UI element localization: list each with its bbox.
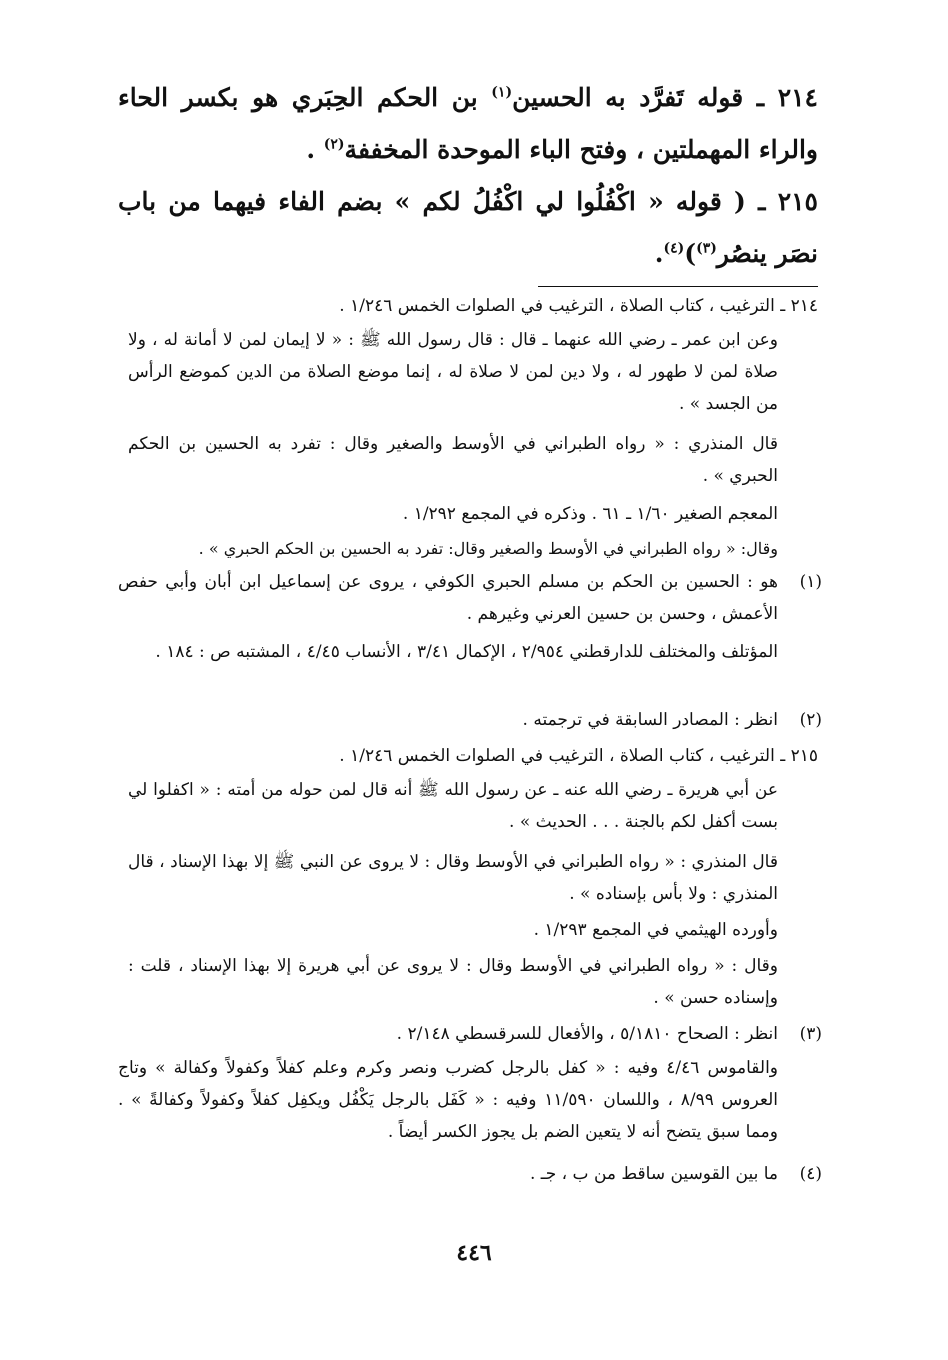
footnote-214-qala: وقال: « رواه الطبراني في الأوسط والصغير وقال: تفرد به الحسين بن الحكم الحبري » . (198, 539, 778, 558)
main-paragraph-214 (118, 72, 818, 176)
note-4-text: ما بين القوسين ساقط من ب ، جـ . (529, 1164, 778, 1184)
note-1-sources: المؤتلف والمختلف للدارقطني ٢/٩٥٤ ، الإكمال ٣/٤١ ، الأنساب ٤/٤٥ ، المشتبه ص : ١٨٤ . (155, 642, 778, 662)
footnote-214-mujam: المعجم الصغير ١/٦٠ ـ ٦١ . وذكره في المجمع ١/٢٩٢ . (402, 504, 778, 524)
note-label-1: (١) (799, 572, 822, 592)
note-label-4: (٤) (799, 1164, 822, 1184)
footnote-215-qala: وقال : « رواه الطبراني في الأوسط وقال : لا يروى عن أبي هريرة إلا بهذا الإسناد ، قلت : وإسناده حسن » . (128, 956, 778, 1008)
main-text: ) (684, 239, 697, 268)
main-paragraph-215 (118, 176, 818, 280)
footnote-215-hadith: عن أبي هريرة ـ رضي الله عنه ـ عن رسول الله ﷺ أنه قال لمن حوله من أمته : « اكفلوا لي بست أكفل لكم بالجنة . . . الحديث » . (128, 780, 778, 832)
footnote-divider (538, 286, 818, 287)
footnote-ref-2[interactable]: (٢) (323, 136, 345, 153)
footnote-214-source: ٢١٤ ـ الترغيب ، كتاب الصلاة ، الترغيب في الصلوات الخمس ١/٢٤٦ . (339, 296, 818, 316)
main-text: ٢١٤ ـ قوله تَفرَّد به الحسين (512, 83, 818, 112)
footnote-215-haythami: وأورده الهيثمي في المجمع ١/٢٩٣ . (533, 920, 778, 940)
footnote-214-hadith: وعن ابن عمر ـ رضي الله عنهما ـ قال : قال رسول الله ﷺ : « لا إيمان لمن لا أمانة له ، ولا صلاة لمن لا طهور له ، ولا دين لمن لا صلاة له ، إنما موضع الصلاة من الدين كموضع الرأس من الجسد » . (128, 330, 778, 414)
main-text: ٢١٥ ـ ( قوله « اكْفُلُوا لي اكْفُلُ لكم » بضم الفاء فيهما من باب نصَر ينصُر (118, 187, 818, 268)
footnote-214-mundhiri: قال المنذري : « رواه الطبراني في الأوسط والصغير وقال : تفرد به الحسين بن الحكم الحبري » . (128, 434, 778, 486)
main-text: . (306, 135, 316, 164)
page-number: ٤٤٦ (456, 1240, 492, 1266)
main-text: بن الحكم الحِبَري هو بكسر الحاء والراء المهملتين ، وفتح الباء الموحدة المخففة (118, 83, 818, 164)
main-text: . (654, 239, 664, 268)
footnote-ref-1[interactable]: (١) (491, 84, 513, 101)
note-3-qamus: والقاموس ٤/٤٦ وفيه : « كفل بالرجل كضرب ونصر وكرم وعلم كفلاً وكفولاً وكفالة » وتاج العروس ٨/٩٩ ، واللسان ١١/٥٩٠ وفيه : « كَفَل بالرجل يَكْفُل ويكفِل كفلاً وكفولاً وكفالةً » . ومما سبق يتضح أنه لا يتعين الضم بل يجوز الكسر أيضاً . (118, 1058, 779, 1142)
note-label-3: (٣) (799, 1024, 822, 1044)
footnote-ref-3[interactable]: (٣) (696, 240, 717, 257)
note-3-text: انظر : الصحاح ٥/١٨١٠ ، والأفعال للسرقسطي ٢/١٤٨ . (396, 1024, 778, 1044)
note-2-text: انظر : المصادر السابقة في ترجمته . (522, 710, 778, 730)
note-label-2: (٢) (799, 710, 822, 730)
footnote-215-mundhiri: قال المنذري : « رواه الطبراني في الأوسط وقال : لا يروى عن النبي ﷺ إلا بهذا الإسناد ، قال المنذري : ولا بأس بإسناده » . (128, 852, 778, 904)
footnote-ref-4[interactable]: (٤) (663, 240, 685, 257)
note-1-text: هو : الحسين بن الحكم بن مسلم الحبري الكوفي ، يروى عن إسماعيل ابن أبان وأبي حفص الأعمش ، وحسن بن حسين العرني وغيرهم . (118, 572, 778, 624)
footnote-215-source: ٢١٥ ـ الترغيب ، كتاب الصلاة ، الترغيب في الصلوات الخمس ١/٢٤٦ . (339, 746, 818, 766)
